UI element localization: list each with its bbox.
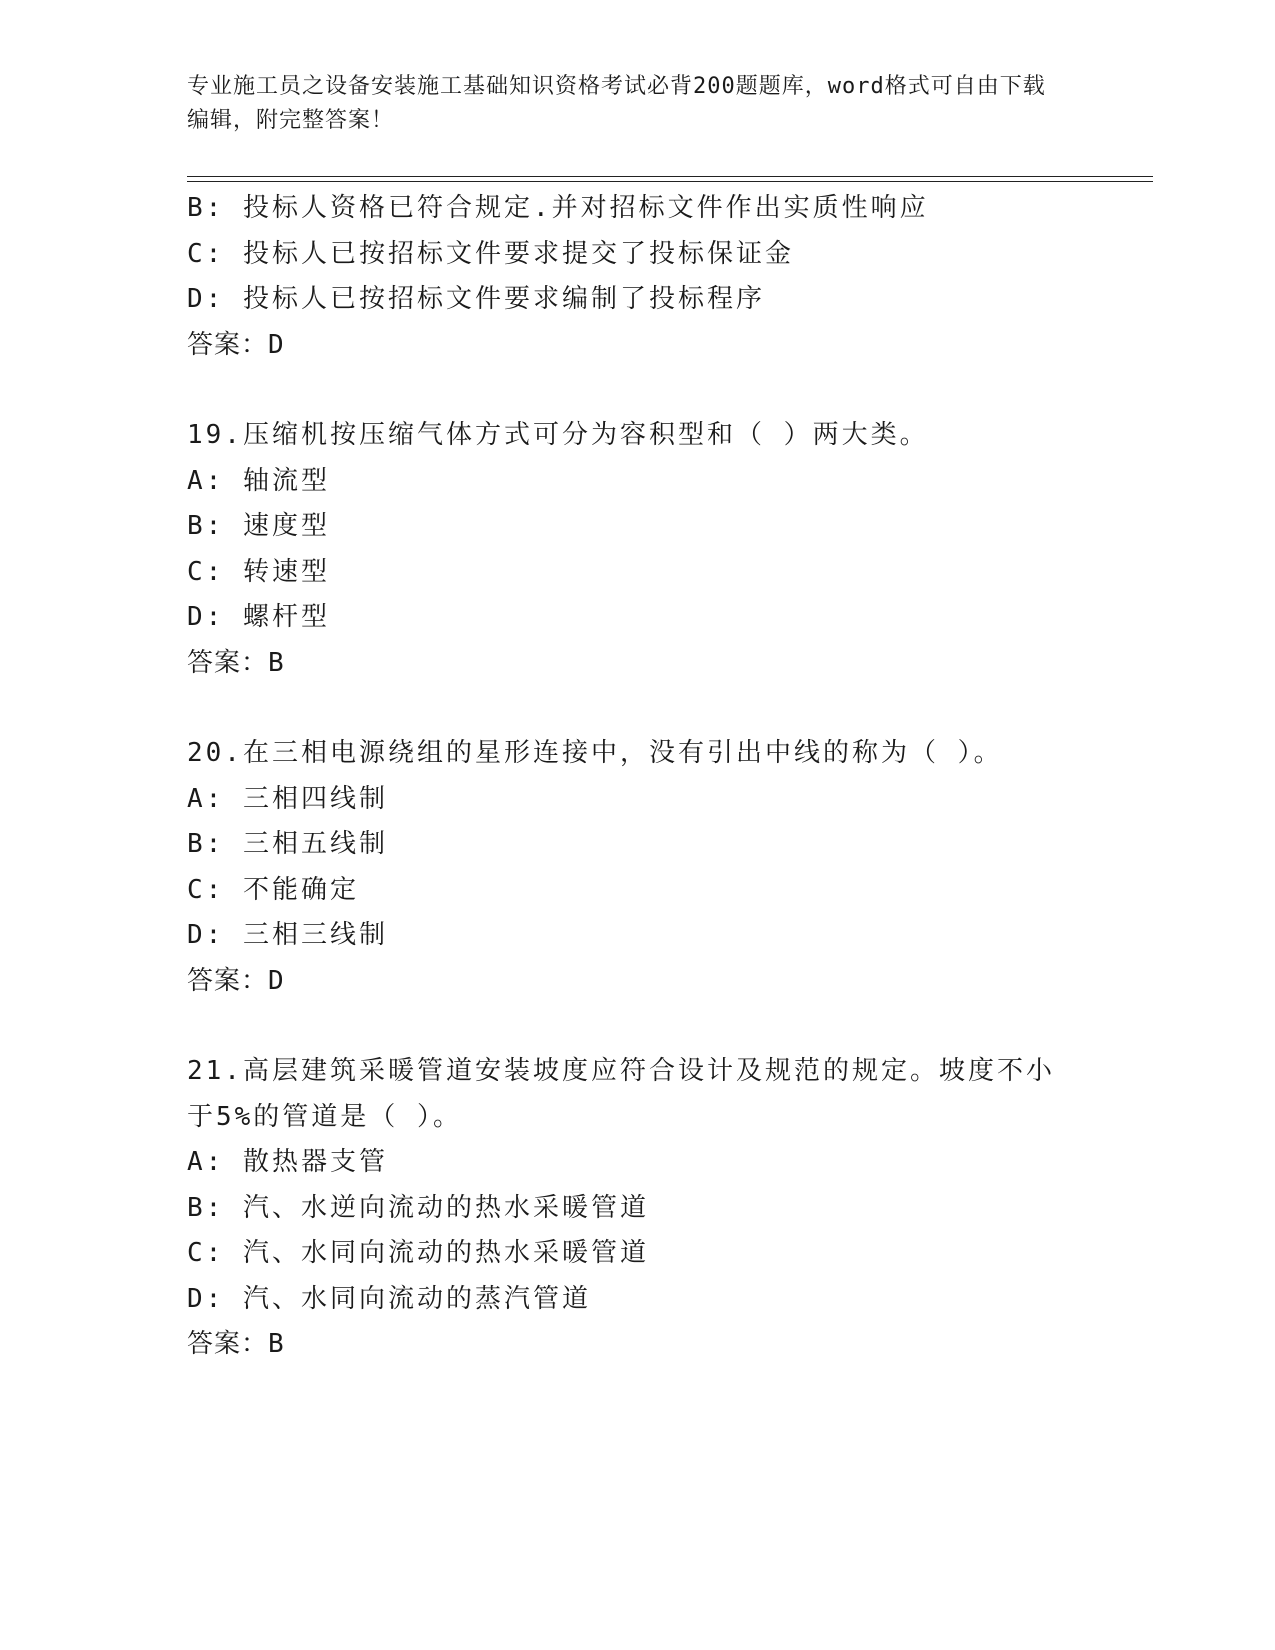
question-19 [187, 413, 1087, 686]
answer-line: 答案：D [187, 329, 285, 360]
option-a: A: 轴流型 [187, 465, 330, 496]
spacer [187, 368, 1087, 413]
document-header: 专业施工员之设备安装施工基础知识资格考试必背200题题库，word格式可自由下载编辑，附完整答案！ [187, 74, 1046, 133]
question-content [187, 186, 1087, 1368]
option-b: B: 速度型 [187, 511, 330, 541]
question-stem: 19.压缩机按压缩气体方式可分为容积型和（ ）两大类。 [187, 420, 929, 450]
question-20 [187, 731, 1087, 1004]
option-d: D: 三相三线制 [187, 920, 388, 950]
answer-line: 答案：B [187, 1329, 285, 1359]
answer-line: 答案：D [187, 965, 285, 996]
option-c: C: 不能确定 [187, 874, 359, 905]
option-b: B: 三相五线制 [187, 829, 388, 859]
question-stem: 21.高层建筑采暖管道安装坡度应符合设计及规范的规定。坡度不小于5%的管道是（ ）。 [187, 1056, 1055, 1132]
option-c: C: 转速型 [187, 556, 330, 587]
spacer [187, 1004, 1087, 1049]
question-21 [187, 1049, 1087, 1368]
option-a: A: 三相四线制 [187, 783, 388, 814]
option-d: D: 螺杆型 [187, 602, 330, 632]
spacer [187, 686, 1087, 731]
option-d: D: 汽、水同向流动的蒸汽管道 [187, 1283, 591, 1314]
option-c: C: 投标人已按招标文件要求提交了投标保证金 [187, 238, 794, 269]
continued-question [187, 186, 1087, 368]
option-d: D: 投标人已按招标文件要求编制了投标程序 [187, 284, 765, 314]
option-a: A: 散热器支管 [187, 1147, 388, 1177]
header-divider-top [187, 176, 1153, 177]
option-b: B: 投标人资格已符合规定.并对招标文件作出实质性响应 [187, 193, 929, 223]
question-stem: 20.在三相电源绕组的星形连接中，没有引出中线的称为（ ）。 [187, 738, 1003, 768]
answer-line: 答案：B [187, 647, 285, 678]
option-b: B: 汽、水逆向流动的热水采暖管道 [187, 1192, 649, 1223]
header-divider-bottom [187, 181, 1153, 182]
option-c: C: 汽、水同向流动的热水采暖管道 [187, 1238, 649, 1268]
